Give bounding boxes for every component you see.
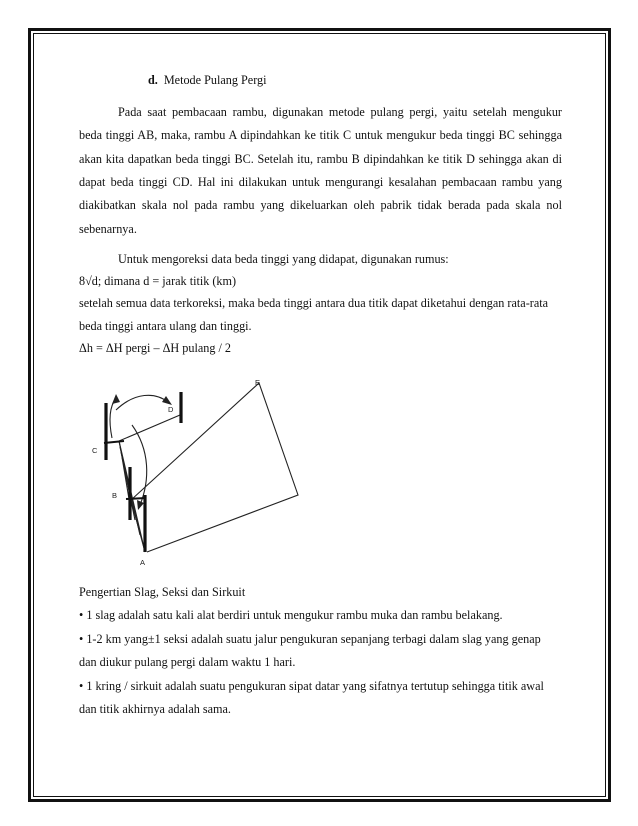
arrowhead-icon bbox=[162, 396, 172, 405]
formula-8-root-d: 8√d; dimana d = jarak titik (km) bbox=[79, 274, 237, 288]
point-label-a: A bbox=[140, 558, 146, 567]
diagram-arrow-to-d bbox=[116, 395, 168, 410]
bullet-seksi-line2: dan diukur pulang pergi dalam waktu 1 hari. bbox=[79, 655, 296, 669]
bullet-sirkuit-line2: dan titik akhirnya adalah sama. bbox=[79, 702, 231, 716]
point-label-e: E bbox=[255, 378, 261, 387]
para1-line4: dapat beda tinggi CD. Hal ini dilakukan untuk mengurangi kesalahan pembacaan rambu yang bbox=[79, 175, 562, 189]
bullet-slag: • 1 slag adalah satu kali alat berdiri untuk mengukur rambu muka dan rambu belakang. bbox=[79, 608, 503, 622]
arrowhead-icon bbox=[112, 394, 120, 404]
diagram-arrow-c-to-d bbox=[110, 398, 116, 438]
bullet-sirkuit-line1: • 1 kring / sirkuit adalah suatu pengukuran sipat datar yang sifatnya tertutup sehingga titik awal bbox=[79, 679, 544, 693]
heading-title: Metode Pulang Pergi bbox=[163, 73, 267, 87]
correction-line4: beda tinggi antara ulang dan tinggi. bbox=[79, 319, 252, 333]
diagram-line-c-d bbox=[119, 415, 180, 441]
para1-line1: Pada saat pembacaan rambu, digunakan metode pulang pergi, yaitu setelah mengukur bbox=[118, 105, 562, 119]
bullet-seksi-line1: • 1-2 km yang±1 seksi adalah suatu jalur pengukuran sepanjang terbagi dalam slag yang genap bbox=[79, 632, 541, 646]
heading-marker: d. bbox=[148, 73, 158, 87]
section2-title: Pengertian Slag, Seksi dan Sirkuit bbox=[79, 585, 246, 599]
point-label-b: B bbox=[112, 491, 118, 500]
para1-line6: sebenarnya. bbox=[79, 222, 137, 236]
correction-line3: setelah semua data terkoreksi, maka beda tinggi antara dua titik dapat diketahui dengan rata-rata bbox=[79, 296, 549, 310]
diagram-outline bbox=[131, 383, 298, 552]
para1-line2: beda tinggi AB, maka, rambu A dipindahkan ke titik C untuk mengukur beda tinggi BC sehingga bbox=[79, 128, 562, 142]
point-label-d: D bbox=[168, 405, 174, 414]
formula-delta-h: Δh = ΔH pergi – ΔH pulang / 2 bbox=[79, 341, 232, 355]
correction-intro: Untuk mengoreksi data beda tinggi yang didapat, digunakan rumus: bbox=[118, 252, 449, 266]
arrowhead-icon bbox=[137, 500, 144, 510]
para1-line3: akan kita dapatkan beda tinggi BC. Setelah itu, rambu B dipindahkan ke titik D sehingga akan di bbox=[79, 152, 562, 166]
point-label-c: C bbox=[92, 446, 98, 455]
para1-line5: diakibatkan skala nol pada rambu yang dikeluarkan oleh pabrik tidak berada pada skala nol bbox=[79, 198, 562, 212]
rod-b-base bbox=[126, 498, 146, 499]
